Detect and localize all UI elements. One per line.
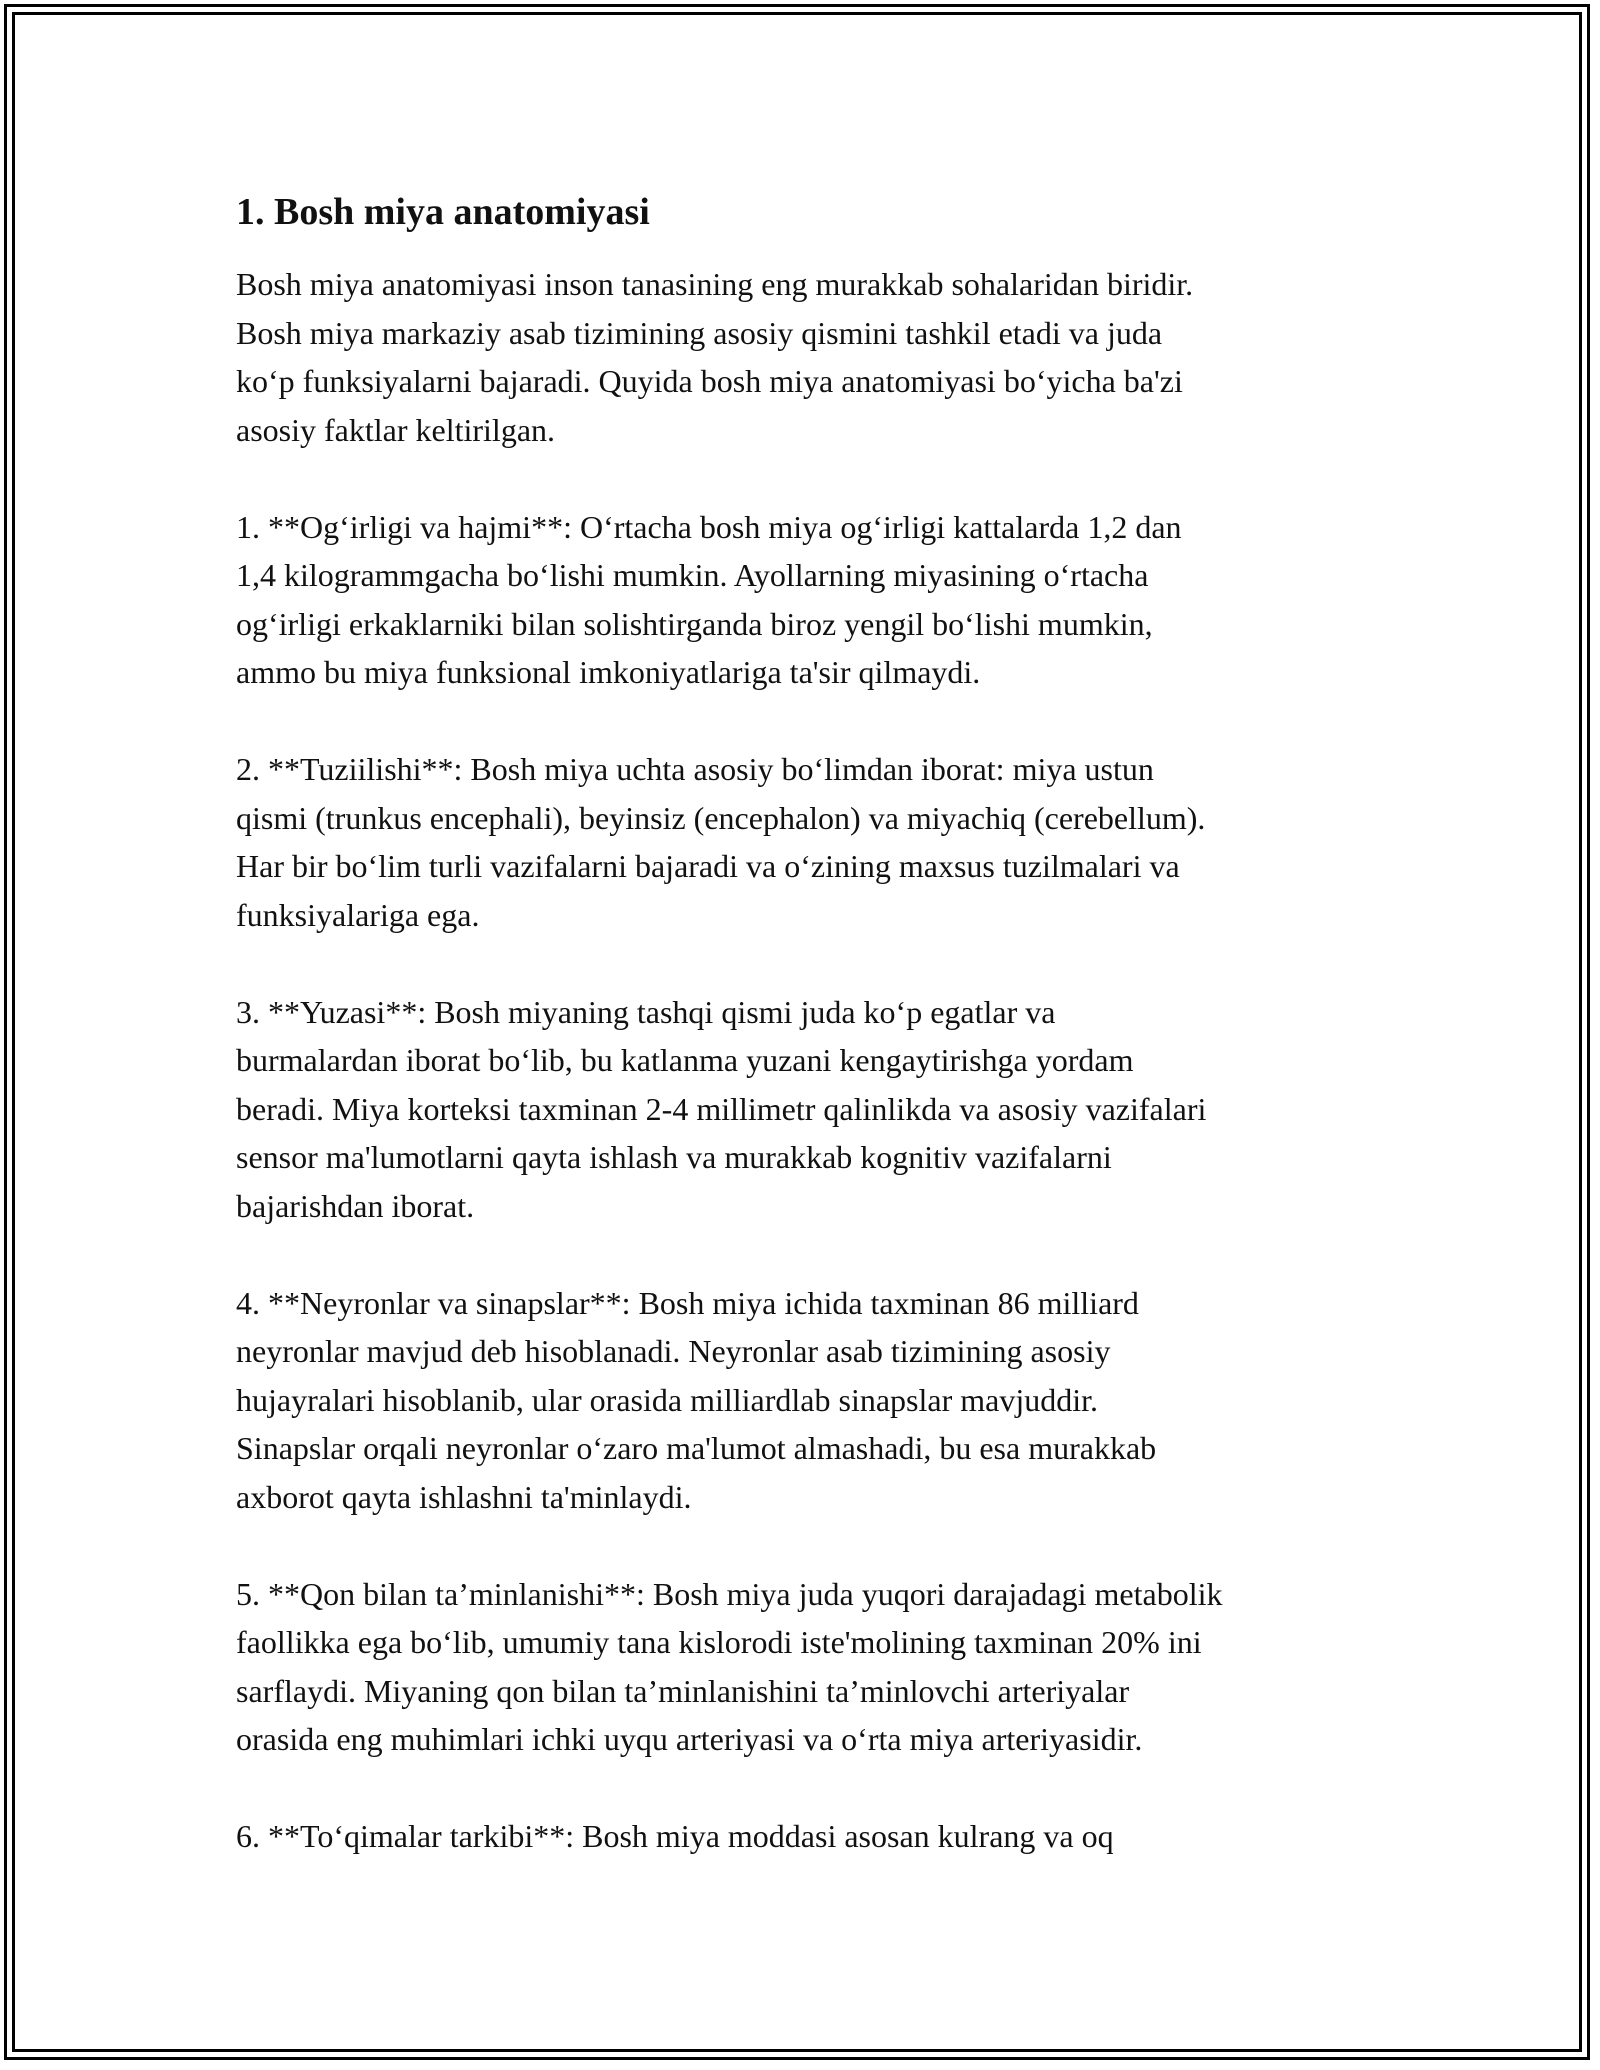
document-body <box>236 186 1386 1861</box>
fact-item-1: 1. **Og‘irligi va hajmi**: O‘rtacha bosh miya og‘irligi kattalarda 1,2 dan 1,4 kilogrammgacha bo‘lishi mumkin. Ayollarning miyasining o‘rtacha og‘irligi erkaklarniki bilan solishtirganda biroz yengil bo‘lishi mumkin, ammo bu miya funksional imkoniyatlariga ta'sir qilmaydi. <box>236 508 1182 690</box>
fact-item-2: 2. **Tuziilishi**: Bosh miya uchta asosiy bo‘limdan iborat: miya ustun qismi (trunkus encephali), beyinsiz (encephalon) va miyachiq (cerebellum). Har bir bo‘lim turli vazifalarni bajaradi va o‘zining maxsus tuzilmalari va funksiyalariga ega. <box>236 751 1206 933</box>
fact-item-4: 4. **Neyronlar va sinapslar**: Bosh miya ichida taxminan 86 milliard neyronlar mavjud deb hisoblanadi. Neyronlar asab tizimining asosiy hujayralari hisoblanib, ular orasida milliardlab sinapslar mavjuddir. Sinapslar orqali neyronlar o‘zaro ma'lumot almashadi, bu esa murakkab axborot qayta ishlashni ta'minlaydi. <box>236 1284 1157 1515</box>
section-heading: 1. Bosh miya anatomiyasi <box>236 191 650 233</box>
intro-paragraph: Bosh miya anatomiyasi inson tanasining eng murakkab sohalaridan biridir. Bosh miya markaziy asab tizimining asosiy qismini tashkil etadi va juda ko‘p funksiyalarni bajaradi. Quyida bosh miya anatomiyasi bo‘yicha ba'zi asosiy faktlar keltirilgan. <box>236 266 1194 448</box>
fact-item-5: 5. **Qon bilan ta’minlanishi**: Bosh miya juda yuqori darajadagi metabolik faollikka ega bo‘lib, umumiy tana kislorodi iste'molining taxminan 20% ini sarflaydi. Miyaning qon bilan ta’minlanishini ta’minlovchi arteriyalar orasida eng muhimlari ichki uyqu arteriyasi va o‘rta miya arteriyasidir. <box>236 1575 1223 1757</box>
fact-item-3: 3. **Yuzasi**: Bosh miyaning tashqi qismi juda ko‘p egatlar va burmalardan iborat bo‘lib, bu katlanma yuzani kengaytirishga yordam beradi. Miya korteksi taxminan 2-4 millimetr qalinlikda va asosiy vazifalari sensor ma'lumotlarni qayta ishlash va murakkab kognitiv vazifalarni bajarishdan iborat. <box>236 993 1207 1224</box>
fact-item-6: 6. **To‘qimalar tarkibi**: Bosh miya moddasi asosan kulrang va oq <box>236 1818 1114 1854</box>
